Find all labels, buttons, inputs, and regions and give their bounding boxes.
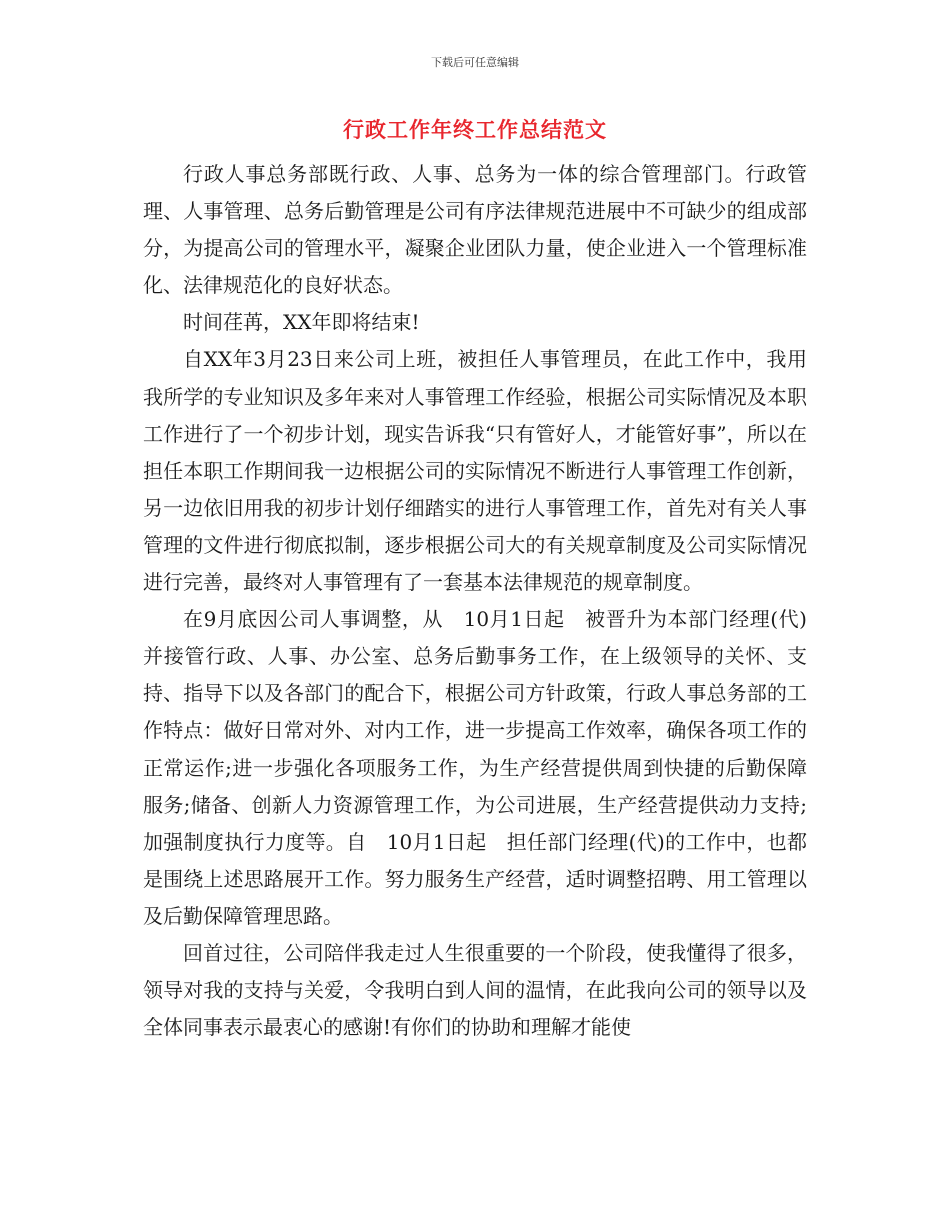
document-body: [143, 156, 807, 1046]
paragraph-time: 时间荏苒，XX年即将结束!: [183, 310, 420, 335]
paragraph-hr-work: 自XX年3月23日来公司上班，被担任人事管理员，在此工作中，我用我所学的专业知识及多年来对人事管理工作经验，根据公司实际情况及本职工作进行了一个初步计划，现实告诉我“只有管好人，才能管好事”，所以在担任本职工作期间我一边根据公司的实际情况不断进行人事管理工作创新，另一边依旧用我的初步计划仔细踏实的进行人事管理工作，首先对有关人事管理的文件进行彻底拟制，逐步根据公司大的有关规章制度及公司实际情况进行完善，最终对人事管理有了一套基本法律规范的规章制度。: [143, 347, 807, 595]
document-title: 行政工作年终工作总结范文: [343, 118, 607, 142]
paragraph-promotion: 在9月底因公司人事调整，从 10月1日起 被晋升为本部门经理(代)并接管行政、人事、办公室、总务后勤事务工作，在上级领导的关怀、支持、指导下以及各部门的配合下，根据公司方针政策，行政人事总务部的工作特点：做好日常对外、对内工作，进一步提高工作效率，确保各项工作的正常运作;进一步强化各项服务工作，为生产经营提供周到快捷的后勤保障服务;储备、创新人力资源管理工作，为公司进展，生产经营提供动力支持;加强制度执行力度等。自 10月1日起 担任部门经理(代)的工作中，也都是围绕上述思路展开工作。努力服务生产经营，适时调整招聘、用工管理以及后勤保障管理思路。: [143, 607, 807, 928]
paragraph-intro: 行政人事总务部既行政、人事、总务为一体的综合管理部门。行政管理、人事管理、总务后勤管理是公司有序法律规范进展中不可缺少的组成部分，为提高公司的管理水平，凝聚企业团队力量，使企业进入一个管理标准化、法律规范化的良好状态。: [143, 162, 807, 298]
header-note: 下载后可任意编辑: [431, 56, 519, 69]
paragraph-reflection: 回首过往，公司陪伴我走过人生很重要的一个阶段，使我懂得了很多，领导对我的支持与关爱，令我明白到人间的温情，在此我向公司的领导以及全体同事表示最衷心的感谢!有你们的协助和理解才能使: [143, 940, 807, 1040]
